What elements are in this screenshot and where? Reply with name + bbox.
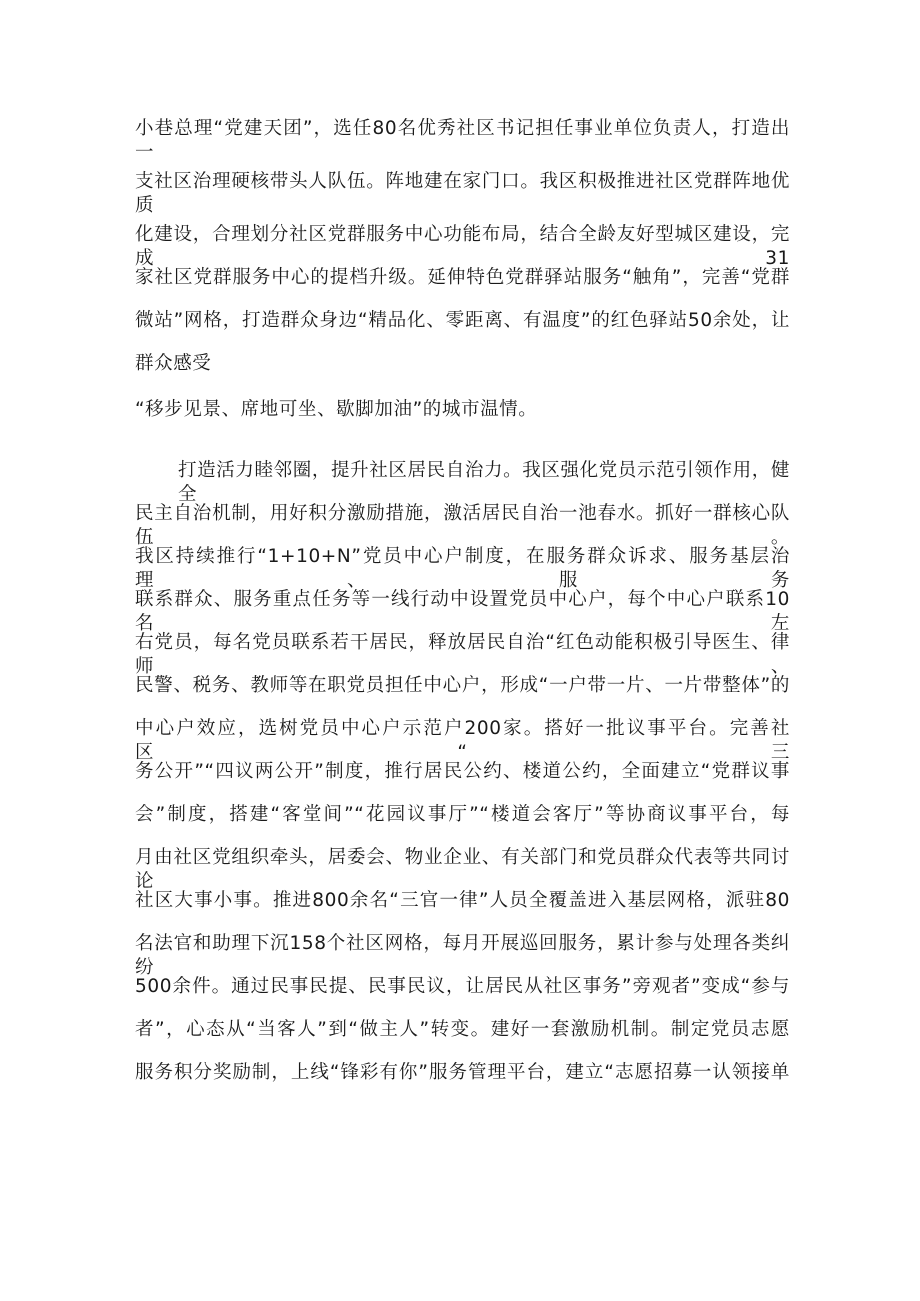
text-line: 服务积分奖励制，上线“锋彩有你”服务管理平台，建立“志愿招募一认领接单: [135, 1062, 790, 1083]
text-line: 民警、税务、教师等在职党员担任中心户，形成“一户带一片、一片带整体”的: [135, 675, 790, 696]
text-line: 我区持续推行“1+10+N”党员中心户制度，在服务群众诉求、服务基层治理、服务: [135, 546, 790, 591]
text-line: 支社区治理硬核带头人队伍。阵地建在家门口。我区积极推进社区党群阵地优质: [135, 171, 790, 216]
text-line: 群众感受: [135, 353, 212, 374]
text-line: 中心户效应，选树党员中心户示范户200家。搭好一批议事平台。完善社区“三: [135, 718, 790, 763]
text-line: 500余件。通过民事民提、民事民议，让居民从社区事务”旁观者”变成“参与: [135, 976, 790, 997]
text-line: 微站”网格，打造群众身边“精品化、零距离、有温度”的红色驿站50余处，让: [135, 310, 790, 331]
text-line: 月由社区党组织牵头，居委会、物业企业、有关部门和党员群众代表等共同讨论: [135, 847, 790, 892]
text-line: 家社区党群服务中心的提档升级。延伸特色党群驿站服务“触角”，完善“党群: [135, 267, 790, 288]
text-line: 民主自治机制，用好积分激励措施，激活居民自治一池春水。抓好一群核心队伍。: [135, 503, 790, 548]
text-line: 右党员，每名党员联系若干居民，释放居民自治“红色动能积极引导医生、律师、: [135, 632, 790, 677]
text-line: 联系群众、服务重点任务等一线行动中设置党员中心户，每个中心户联系10名左: [135, 589, 790, 634]
text-line: 名法官和助理下沉158个社区网格，每月开展巡回服务，累计参与处理各类纠纷: [135, 933, 790, 978]
text-line: 化建设，合理划分社区党群服务中心功能布局，结合全龄友好型城区建设，完成31: [135, 224, 790, 269]
text-line: 者”，心态从“当客人”到“做主人”转变。建好一套激励机制。制定党员志愿: [135, 1019, 790, 1040]
text-line: 务公开”“四议两公开”制度，推行居民公约、楼道公约，全面建立“党群议事: [135, 761, 790, 782]
text-line: 会”制度，搭建“客堂间”“花园议事厅”“楼道会客厅”等协商议事平台，每: [135, 804, 790, 825]
text-line: “移步见景、席地可坐、歇脚加油”的城市温情。: [135, 399, 538, 420]
text-line: 打造活力睦邻圈，提升社区居民自治力。我区强化党员示范引领作用，健全: [178, 460, 790, 505]
text-line: 社区大事小事。推进800余名“三官一律”人员全覆盖进入基层网格，派驻80: [135, 890, 790, 911]
text-line: 小巷总理“党建天团”，选任80名优秀社区书记担任事业单位负责人，打造出一: [135, 118, 790, 163]
